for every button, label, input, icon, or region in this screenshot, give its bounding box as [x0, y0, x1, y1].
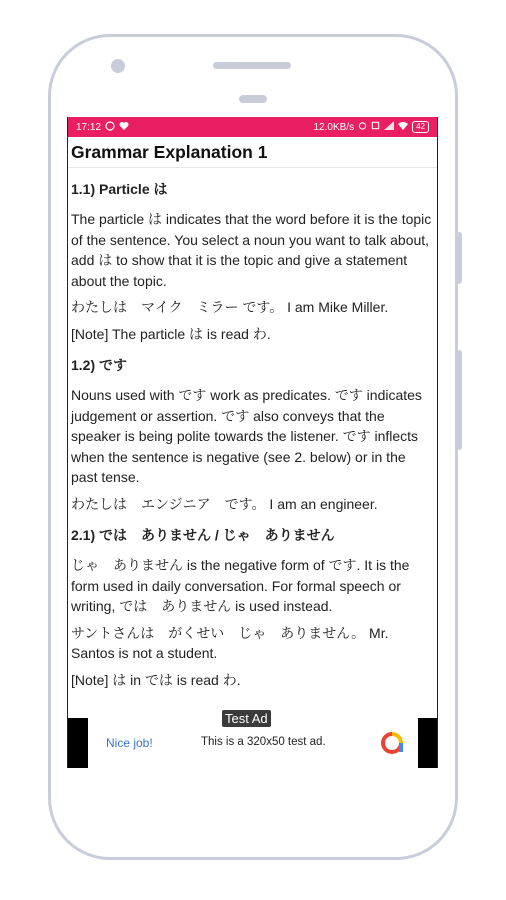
mute-icon	[371, 121, 380, 133]
status-bar	[68, 117, 437, 137]
note: [Note] は in では is read わ.	[71, 671, 241, 688]
lesson-content	[68, 179, 437, 690]
section-heading: 1.2) です	[71, 357, 128, 373]
earpiece-speaker	[213, 62, 291, 69]
net-speed: 12.0KB/s	[313, 121, 355, 133]
example-sentence: サントさんは がくせい じゃ ありません。 Mr. Santos is not a student.	[71, 624, 389, 661]
alarm-icon	[358, 121, 367, 133]
phone-screen	[67, 117, 438, 768]
page-title: Grammar Explanation 1	[68, 137, 437, 168]
paragraph: Nouns used with です work as predicates. です indicates judgement or assertion. です also conveys that the speaker is being polite towards the listener. です inflects when the sentence is negative (see 2. below) or in the past tense.	[71, 387, 422, 485]
section-heading: 1.1) Particle は	[71, 181, 168, 197]
ad-text: This is a 320x50 test ad.	[201, 736, 326, 748]
heart-icon	[119, 121, 129, 134]
volume-button	[456, 232, 462, 284]
front-camera	[111, 59, 125, 73]
battery-icon: 42	[412, 121, 429, 133]
example-sentence: わたしは エンジニア です。 I am an engineer.	[71, 495, 378, 512]
power-button	[456, 350, 462, 450]
status-time: 17:12	[76, 121, 102, 133]
ad-nice-text: Nice job!	[106, 736, 153, 750]
wifi-icon	[398, 121, 408, 133]
paragraph: じゃ ありません is the negative form of です. It is the form used in daily conversation. For formal speech or writing, では ありません is used instead.	[71, 557, 410, 614]
banner-ad[interactable]	[68, 711, 437, 768]
note: [Note] The particle は is read わ.	[71, 325, 271, 342]
section-heading: 2.1) では ありません / じゃ ありません	[71, 527, 335, 543]
proximity-sensor	[239, 95, 267, 103]
test-ad-label: Test Ad	[222, 710, 271, 727]
admob-logo-icon	[379, 730, 405, 756]
example-sentence: わたしは マイク ミラー です。 I am Mike Miller.	[71, 299, 389, 315]
whatsapp-icon	[105, 121, 115, 134]
signal-icon	[384, 121, 394, 133]
paragraph: The particle は indicates that the word before it is the topic of the sentence. You select a noun you want to talk about, add は to show that it is the topic and give a statement about the topic.	[71, 211, 432, 289]
